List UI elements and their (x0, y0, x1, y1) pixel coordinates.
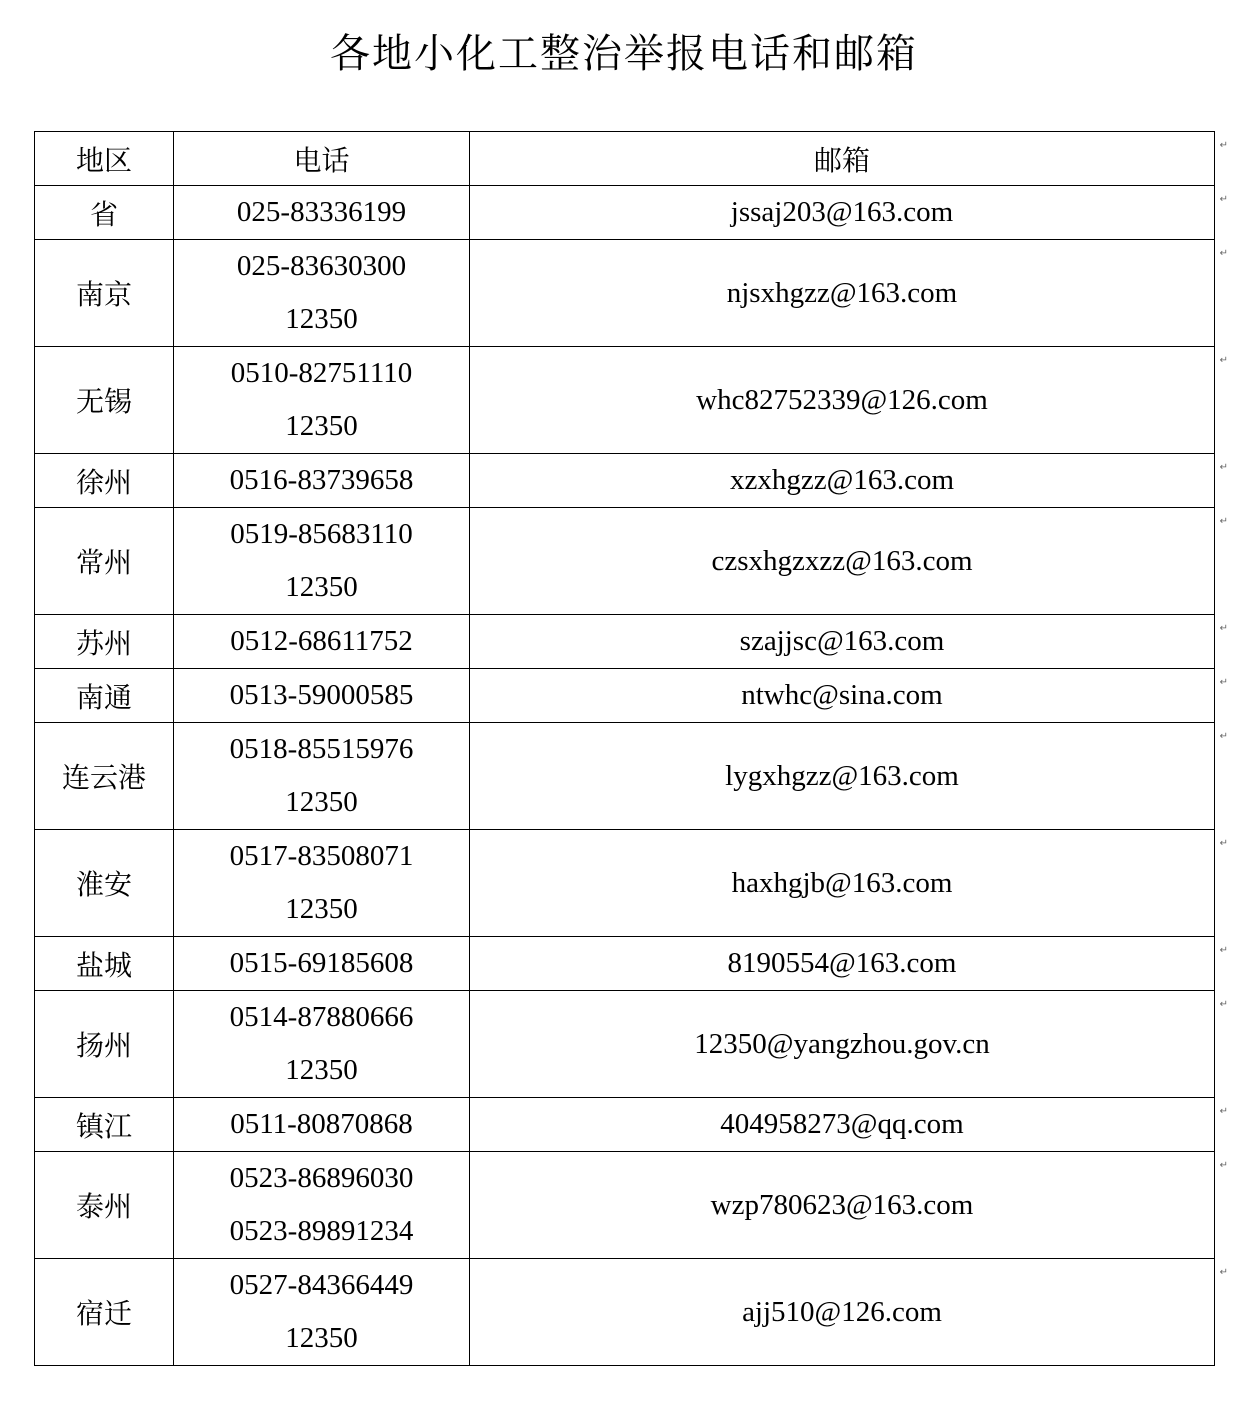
phone-number: 0523-86896030 (229, 1162, 414, 1194)
region-cell: 宿迁 (35, 1259, 174, 1366)
email-cell (470, 615, 1228, 669)
phone-number: 0515-69185608 (229, 947, 414, 979)
table-row (35, 1259, 1215, 1366)
phone-cell (174, 830, 470, 937)
table-row (35, 669, 1215, 723)
email-address: lygxhgzz@163.com (725, 759, 959, 792)
table-row (35, 508, 1215, 615)
region-cell: 镇江 (35, 1098, 174, 1152)
table-row (35, 615, 1215, 669)
table-row (35, 186, 1215, 240)
header-email-label: 邮箱 (813, 143, 870, 177)
region-cell: 苏州 (35, 615, 174, 669)
paragraph-mark-icon: ↵ (1219, 838, 1228, 849)
paragraph-mark-icon: ↵ (1219, 623, 1228, 634)
table-row (35, 830, 1215, 937)
phone-cell (174, 615, 470, 669)
phone-cell (174, 1098, 470, 1152)
paragraph-mark-icon: ↵ (1219, 194, 1228, 205)
region-cell: 盐城 (35, 937, 174, 991)
email-cell (470, 240, 1228, 347)
phone-number: 12350 (285, 571, 358, 603)
paragraph-mark-icon: ↵ (1219, 462, 1228, 473)
email-address: jssaj203@163.com (730, 196, 954, 228)
phone-number: 025-83630300 (236, 250, 407, 282)
table-row (35, 991, 1215, 1098)
phone-number: 0517-83508071 (229, 840, 414, 872)
table-body (35, 186, 1228, 1366)
email-address: xzxhgzz@163.com (730, 464, 954, 496)
email-address: whc82752339@126.com (696, 383, 988, 416)
contact-table (34, 131, 1228, 1366)
paragraph-mark-icon: ↵ (1219, 248, 1228, 259)
paragraph-mark-icon: ↵ (1219, 731, 1228, 742)
phone-cell (174, 454, 470, 508)
email-cell (470, 937, 1228, 991)
table-row (35, 454, 1215, 508)
phone-cell (174, 347, 470, 454)
paragraph-mark-icon: ↵ (1219, 1160, 1228, 1171)
paragraph-mark-icon: ↵ (1219, 516, 1228, 527)
phone-number: 12350 (285, 1322, 358, 1354)
paragraph-mark-icon: ↵ (1219, 1106, 1228, 1117)
paragraph-mark-icon: ↵ (1219, 945, 1228, 956)
email-address: czsxhgzxzz@163.com (711, 544, 973, 577)
email-cell (470, 1098, 1228, 1152)
region-cell: 徐州 (35, 454, 174, 508)
paragraph-mark-icon: ↵ (1219, 140, 1228, 151)
phone-number: 0527-84366449 (229, 1269, 414, 1301)
email-address: ajj510@126.com (742, 1295, 942, 1328)
phone-number: 0514-87880666 (229, 1001, 414, 1033)
paragraph-mark-icon: ↵ (1219, 1267, 1228, 1278)
phone-number: 0516-83739658 (229, 464, 414, 496)
header-phone: 电话 (174, 132, 470, 186)
email-address: njsxhgzz@163.com (726, 276, 958, 309)
email-cell (470, 186, 1228, 240)
email-cell (470, 830, 1228, 937)
phone-cell (174, 508, 470, 615)
phone-cell (174, 1259, 470, 1366)
email-cell (470, 347, 1228, 454)
phone-cell (174, 669, 470, 723)
region-cell: 扬州 (35, 991, 174, 1098)
email-address: haxhgjb@163.com (731, 866, 953, 899)
table-header-row (35, 132, 1215, 186)
paragraph-mark-icon: ↵ (1219, 999, 1228, 1010)
phone-number: 025-83336199 (236, 196, 407, 228)
phone-cell (174, 240, 470, 347)
table-row (35, 347, 1215, 454)
email-cell (470, 1152, 1228, 1259)
phone-number: 12350 (285, 1054, 358, 1086)
phone-cell (174, 937, 470, 991)
page-title: 各地小化工整治举报电话和邮箱 (330, 31, 918, 77)
email-cell (470, 1259, 1228, 1366)
table-row (35, 1098, 1215, 1152)
phone-cell (174, 991, 470, 1098)
phone-cell (174, 186, 470, 240)
region-cell: 淮安 (35, 830, 174, 937)
table-row (35, 723, 1215, 830)
phone-number: 0513-59000585 (229, 679, 414, 711)
email-address: 8190554@163.com (727, 947, 957, 979)
phone-number: 12350 (285, 786, 358, 818)
header-email (470, 132, 1228, 186)
email-address: wzp780623@163.com (710, 1188, 974, 1221)
region-cell: 常州 (35, 508, 174, 615)
email-address: ntwhc@sina.com (741, 679, 943, 711)
email-address: 12350@yangzhou.gov.cn (694, 1027, 990, 1060)
phone-number: 0510-82751110 (230, 357, 413, 389)
phone-number: 12350 (285, 303, 358, 335)
phone-number: 0518-85515976 (229, 733, 414, 765)
paragraph-mark-icon: ↵ (1219, 355, 1228, 366)
table-row (35, 937, 1215, 991)
email-cell (470, 508, 1228, 615)
table-row (35, 240, 1215, 347)
email-cell (470, 991, 1228, 1098)
region-cell: 南京 (35, 240, 174, 347)
header-region: 地区 (35, 132, 174, 186)
phone-cell (174, 1152, 470, 1259)
region-cell: 泰州 (35, 1152, 174, 1259)
table-row (35, 1152, 1215, 1259)
email-cell (470, 723, 1228, 830)
region-cell: 南通 (35, 669, 174, 723)
phone-number: 0511-80870868 (230, 1108, 413, 1140)
paragraph-mark-icon: ↵ (1219, 677, 1228, 688)
phone-number: 0512-68611752 (230, 625, 413, 657)
region-cell: 省 (35, 186, 174, 240)
phone-number: 0519-85683110 (230, 518, 413, 550)
region-cell: 无锡 (35, 347, 174, 454)
phone-cell (174, 723, 470, 830)
email-cell (470, 669, 1228, 723)
email-cell (470, 454, 1228, 508)
phone-number: 12350 (285, 410, 358, 442)
phone-number: 12350 (285, 893, 358, 925)
phone-number: 0523-89891234 (229, 1215, 414, 1247)
region-cell: 连云港 (35, 723, 174, 830)
email-address: 404958273@qq.com (720, 1108, 964, 1140)
email-address: szajjsc@163.com (739, 625, 945, 657)
